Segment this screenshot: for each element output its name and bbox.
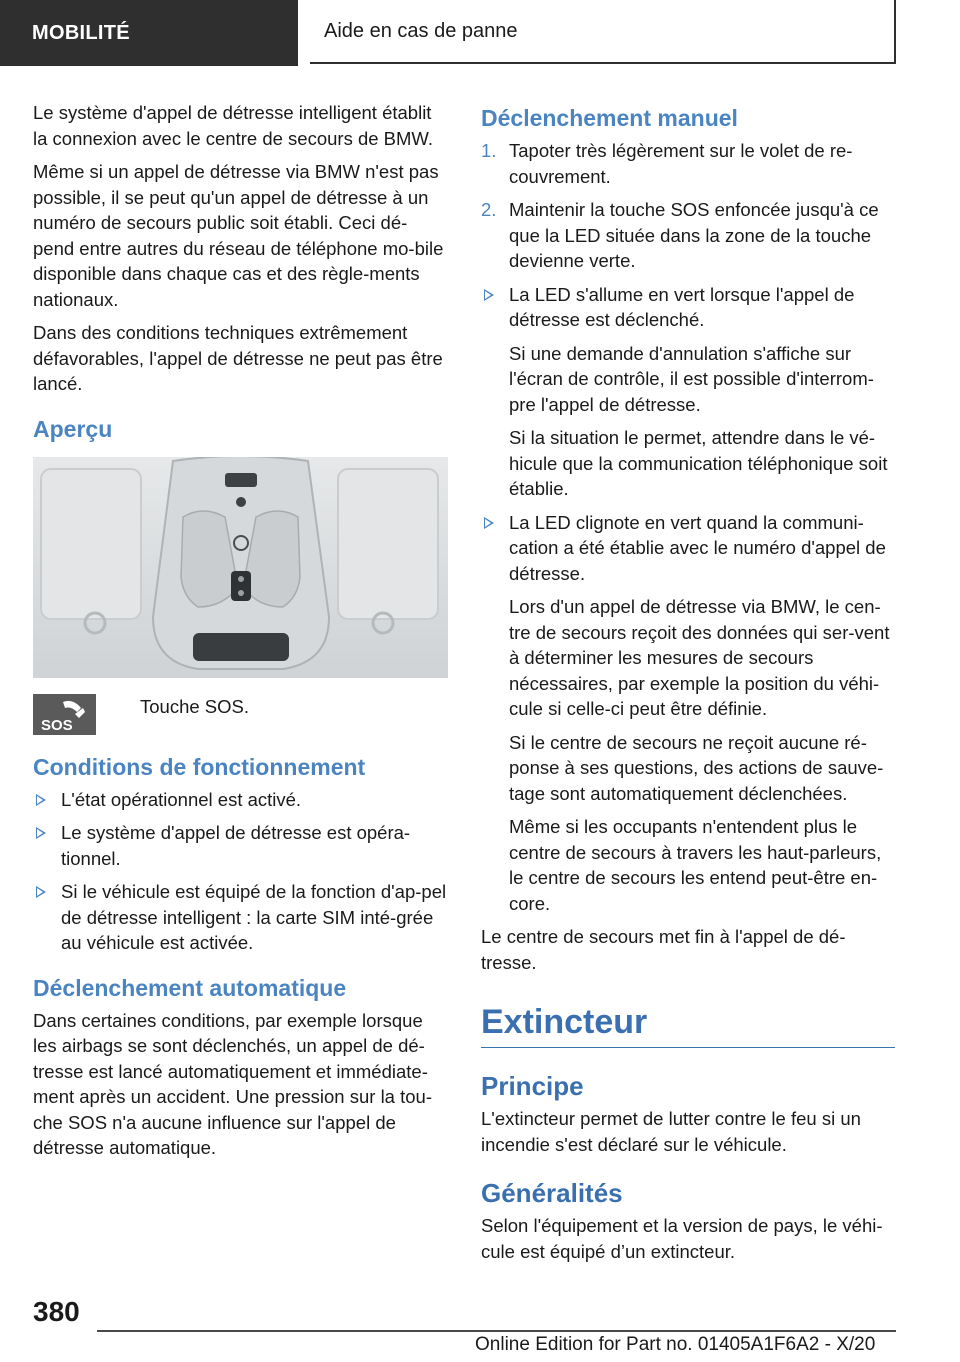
list-item: Si le véhicule est équipé de la fonction d'ap‐pel de détresse intelligent : la carte SIM inté‐grée au véhicule est activée. <box>33 879 448 956</box>
principe-heading: Principe <box>481 1071 584 1101</box>
extincteur-heading: Extincteur <box>481 1001 895 1048</box>
page-number: 380 <box>33 1296 80 1327</box>
generalites-paragraph: Selon l'équipement et la version de pays, le véhi‐cule est équipé d’un extincteur. <box>481 1215 883 1262</box>
right-column <box>481 100 895 1272</box>
step-item: 2. Maintenir la touche SOS enfoncée jusqu'à ce que la LED située dans la zone de la touche devienne verte. <box>481 199 879 271</box>
section-tab: MOBILITÉ <box>0 0 298 66</box>
list-item: L'état opérationnel est activé. <box>33 787 448 813</box>
list-item: Le système d'appel de détresse est opéra‐tionnel. <box>33 820 448 871</box>
auto-paragraph: Dans certaines conditions, par exemple lorsque les airbags se sont déclenchés, un appel de dé‐tresse est lancé automatiquement et immédiate‐ment après un accident. Une pression sur la tou‐che SOS n'a aucune influence sur l'appel de détresse automatique. <box>33 1009 432 1158</box>
chapter-title: Aide en cas de panne <box>310 0 896 64</box>
page-header <box>0 0 960 66</box>
conditions-list <box>33 787 448 956</box>
triangle-bullet-icon <box>36 827 46 839</box>
step-item: 1. Tapoter très légèrement sur le volet de re‐couvrement. <box>481 140 853 187</box>
sos-icon-text: SOS <box>41 716 73 734</box>
left-column <box>33 100 448 1169</box>
auto-heading: Déclenchement automatique <box>33 974 347 1001</box>
sos-caption: Touche SOS. <box>140 695 250 717</box>
result-item: La LED s'allume en vert lorsque l'appel de détresse est déclenché. Si une demande d'annulation s'affiche sur l'écran de contrôle, il est possible d'interrom‐pre l'appel de détresse. Si la situation le permet, attendre dans le vé‐hicule que la communication téléphonique soit établie. <box>481 282 895 502</box>
sos-button-icon <box>33 694 96 735</box>
intro-paragraph: Dans des conditions techniques extrêmement défavorables, l'appel de détresse ne peut pas être lancé. <box>33 322 443 394</box>
sos-legend <box>33 694 448 735</box>
footer-divider <box>97 1330 896 1332</box>
end-paragraph: Le centre de secours met fin à l'appel de dé‐tresse. <box>481 926 846 973</box>
generalites-heading: Généralités <box>481 1178 623 1208</box>
triangle-bullet-icon <box>36 794 46 806</box>
principe-paragraph: L'extincteur permet de lutter contre le feu si un incendie s'est déclaré sur le véhicule. <box>481 1108 861 1155</box>
overhead-console-photo <box>33 457 448 678</box>
result-item: La LED clignote en vert quand la communi‐cation a été établie avec le numéro d'appel de détresse. Lors d'un appel de détresse via BMW, le cen‐tre de secours reçoit des données qui ser‐vent à déterminer les mesures de secours nécessaires, par exemple la position du véhi‐cule si celle-ci peut être définie. Si le centre de secours ne reçoit aucune ré‐ponse à ses questions, des actions de sauve‐tage sont automatiquement déclenchées. Même si les occupants n'entendent plus le centre de secours à travers les haut-parleurs, le centre de secours les entend peut-être en‐core. <box>481 510 895 917</box>
edition-text: Online Edition for Part no. 01405A1F6A2 - X/20 <box>475 1334 876 1355</box>
intro-paragraph: Le système d'appel de détresse intelligent établit la connexion avec le centre de secours de BMW. <box>33 102 434 149</box>
overhead-console-illustration <box>33 457 448 678</box>
apercu-heading: Aperçu <box>33 415 113 442</box>
triangle-bullet-icon <box>484 289 494 301</box>
triangle-bullet-icon <box>36 886 46 898</box>
manual-heading: Déclenchement manuel <box>481 105 738 131</box>
result-list <box>481 282 895 917</box>
triangle-bullet-icon <box>484 517 494 529</box>
manual-steps <box>481 138 895 274</box>
conditions-heading: Conditions de fonctionnement <box>33 753 366 780</box>
intro-paragraph: Même si un appel de détresse via BMW n'est pas possible, il se peut qu'un appel de détresse à un numéro de secours public soit établi. Ceci dé‐pend entre autres du réseau de téléphone mo‐bile disponible dans chaque cas et des règle‐ments nationaux. <box>33 161 444 310</box>
